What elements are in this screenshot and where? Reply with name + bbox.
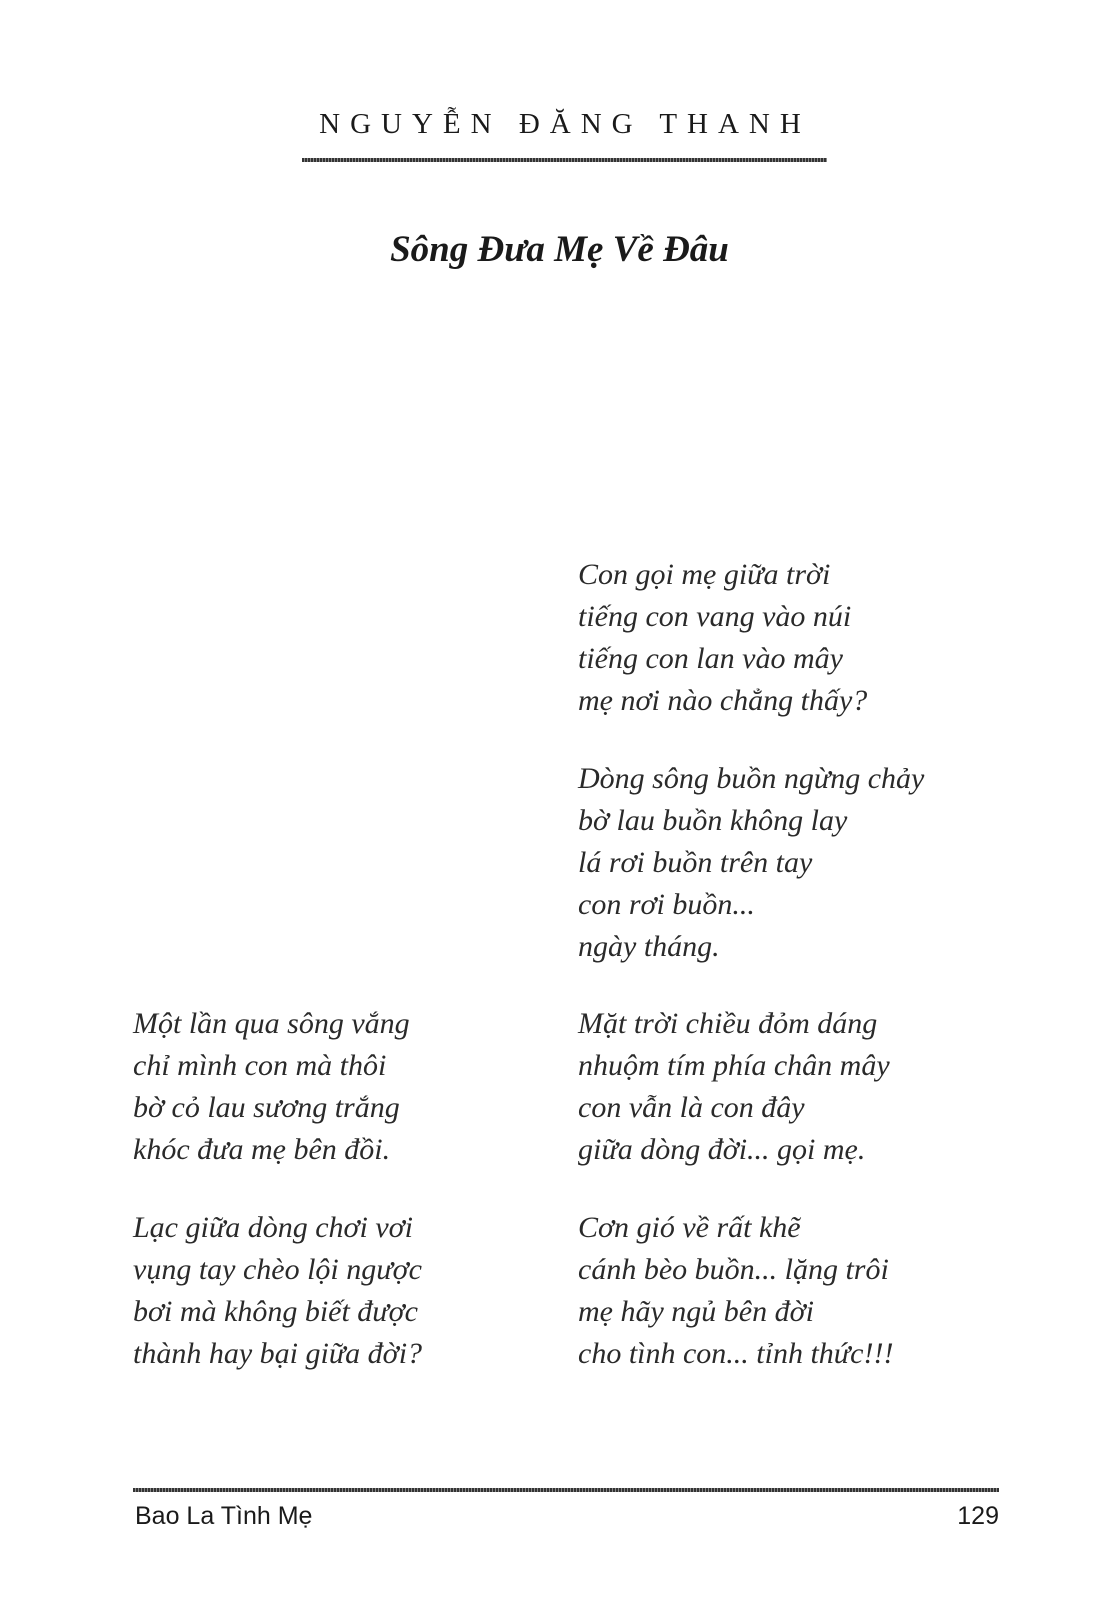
poem-line: tiếng con lan vào mây (578, 642, 843, 675)
poem-line: Lạc giữa dòng chơi vơi (133, 1211, 414, 1244)
poem-line: Dòng sông buồn ngừng chảy (578, 762, 925, 795)
stanza-right-2 (578, 758, 924, 968)
poem-line: ngày tháng. (578, 930, 720, 963)
poem-line: bơi mà không biết được (133, 1295, 418, 1328)
poem-line: mẹ hãy ngủ bên đời (578, 1295, 814, 1328)
poem-line: con rơi buồn... (578, 888, 755, 921)
poem-line: bờ lau buồn không lay (578, 804, 848, 837)
poem-line: con vẫn là con đây (578, 1091, 805, 1124)
poem-line: Mặt trời chiều đỏm dáng (578, 1007, 878, 1040)
header-divider (302, 158, 827, 162)
poem-line: Một lần qua sông vắng (133, 1007, 410, 1040)
stanza-right-1 (578, 554, 867, 722)
poem-line: Con gọi mẹ giữa trời (578, 558, 831, 591)
poem-line: tiếng con vang vào núi (578, 600, 852, 633)
poem-line: lá rơi buồn trên tay (578, 846, 813, 879)
stanza-right-4 (578, 1207, 893, 1375)
poem-line: Cơn gió về rất khẽ (578, 1211, 801, 1244)
poem-line: mẹ nơi nào chẳng thấy? (578, 684, 868, 717)
footer-book-title: Bao La Tình Mẹ (135, 1502, 313, 1530)
poem-title: Sông Đưa Mẹ Về Đâu (390, 229, 729, 270)
stanza-right-3 (578, 1003, 890, 1171)
footer-divider (133, 1488, 999, 1492)
poem-line: giữa dòng đời... gọi mẹ. (578, 1133, 866, 1166)
stanza-left-1 (133, 1003, 410, 1171)
poem-line: vụng tay chèo lội ngược (133, 1253, 422, 1286)
poem-line: thành hay bại giữa đời? (133, 1337, 423, 1370)
page-number: 129 (957, 1502, 999, 1530)
poem-line: cho tình con... tỉnh thức!!! (578, 1337, 894, 1370)
stanza-left-2 (133, 1207, 422, 1375)
poem-line: nhuộm tím phía chân mây (578, 1049, 890, 1082)
poem-line: khóc đưa mẹ bên đồi. (133, 1133, 391, 1166)
poem-line: chỉ mình con mà thôi (133, 1049, 387, 1082)
running-header-author: NGUYỄN ĐĂNG THANH (319, 108, 811, 140)
poem-line: cánh bèo buồn... lặng trôi (578, 1253, 889, 1286)
poem-line: bờ cỏ lau sương trắng (133, 1091, 400, 1124)
